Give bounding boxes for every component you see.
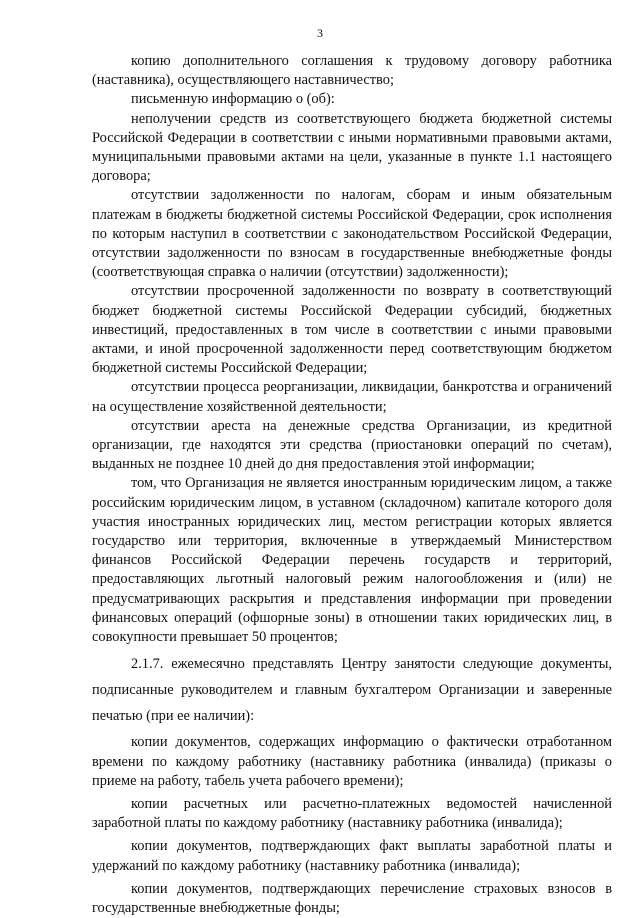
paragraph-no-overdue-debt: отсутствии просроченной задолженности по возврату в соответствующий бюджет бюджетной системы Российской Федерации субсидий, бюджетных инвестиций, предоставленных в том числе в соответствии с иными правовыми актами, и иной просроченной задолженности перед соответствующим бюджетом бюджетной системы Российской Федерации;: [92, 283, 612, 377]
paragraph-no-arrest: отсутствии ареста на денежные средства Организации, из кредитной организации, где находятся эти средства (приостановки операций по счетам), выданных не позднее 10 дней до дня предоставления этой информации;: [92, 417, 612, 473]
paragraph-worked-time-documents: копии документов, содержащих информацию о фактически отработанном времени по каждому работнику (наставнику работника (инвалида) (приказы о приеме на работу, табель учета рабочего времени);: [92, 734, 612, 789]
paragraph-not-foreign-entity: том, что Организация не является иностранным юридическим лицом, а также российским юридическим лицом, в уставном (складочном) капитале которого доля участия иностранных юридических лиц, местом регистрации которых является государство или территория, включенные в утверждаемый Министерством финансов Российской Федерации перечень государств и территорий, предоставляющих льготный налоговый режим налогообложения и (или) не предусматривающих раскрытия и представления информации при проведении финансовых операций (офшорные зоны) в отношении таких юридических лиц, в совокупности превышает 50 процентов;: [92, 475, 612, 646]
paragraph-no-tax-debt: отсутствии задолженности по налогам, сборам и иным обязательным платежам в бюджеты бюджетной системы Российской Федерации, срок исполнения по которым наступил в соответствии с законодательством Российской Федерации, отсутствии задолженности по взносам в государственные внебюджетные фонды (соответствующая справка о наличии (отсутствии) задолженности);: [92, 187, 612, 281]
paragraph-no-reorganization: отсутствии процесса реорганизации, ликвидации, банкротства и ограничений на осуществление хозяйственной деятельности;: [92, 379, 612, 415]
paragraph-no-budget-funds: неполучении средств из соответствующего бюджета бюджетной системы Российской Федерации в соответствии с иными нормативными правовыми актами, муниципальными правовыми актами на цели, указанные в пункте 1.1 настоящего договора;: [92, 110, 612, 185]
page-number: 3: [317, 26, 323, 40]
document-body: [92, 52, 612, 918]
paragraph-written-information: письменную информацию о (об):: [131, 91, 335, 108]
paragraph-clause-2-1-7: 2.1.7. ежемесячно представлять Центру занятости следующие документы, подписанные руководителем и главным бухгалтером Организации и заверенные печатью (при ее наличии):: [92, 656, 612, 725]
paragraph-insurance-contributions: копии документов, подтверждающих перечисление страховых взносов в государственные внебюджетные фонды;: [92, 880, 612, 916]
paragraph-salary-payment-documents: копии документов, подтверждающих факт выплаты заработной платы и удержаний по каждому работнику (наставнику работника (инвалида);: [92, 838, 612, 874]
paragraph-payroll-statements: копии расчетных или расчетно-платежных ведомостей начисленной заработной платы по каждому работнику (наставнику работника (инвалида);: [92, 795, 612, 832]
paragraph-supplementary-agreement-copy: копию дополнительного соглашения к трудовому договору работника (наставника), осуществляющего наставничество;: [92, 53, 612, 89]
